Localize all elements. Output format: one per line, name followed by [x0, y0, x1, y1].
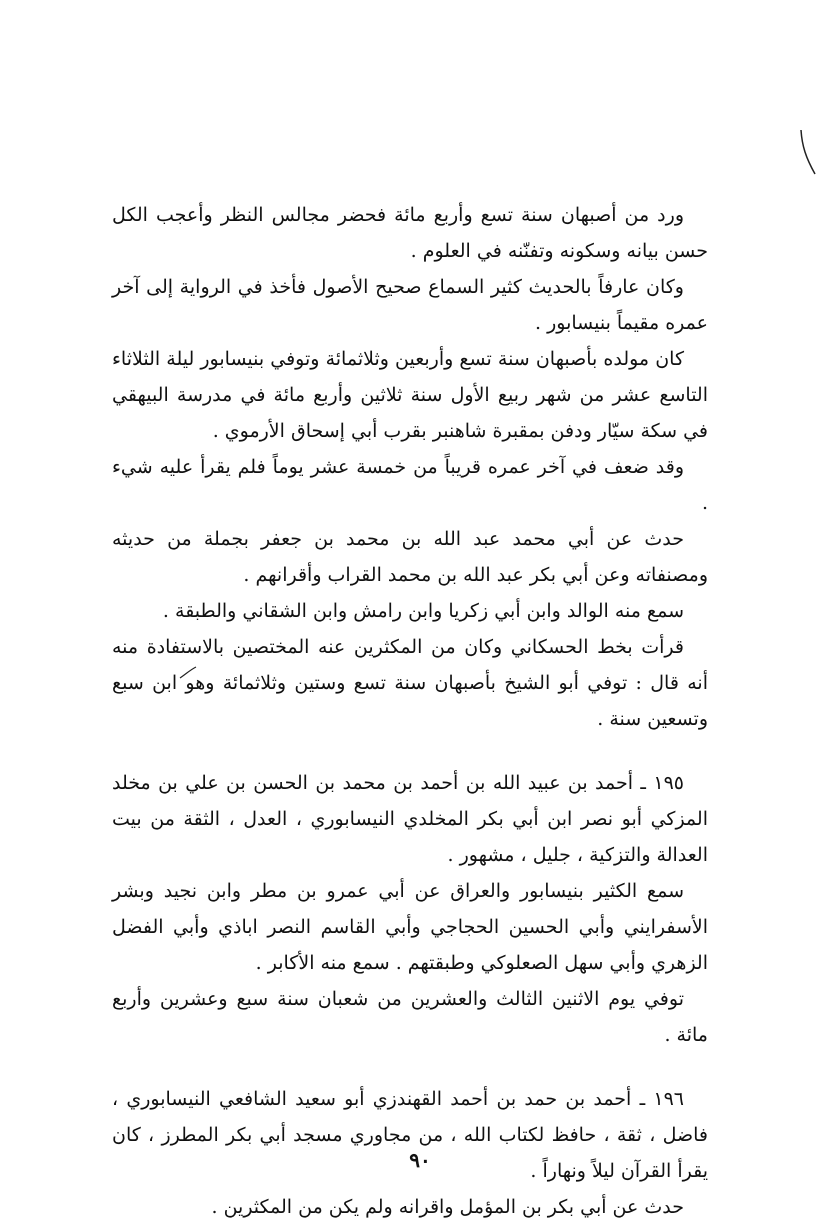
paragraph-arrival: ورد من أصبهان سنة تسع وأربع مائة فحضر مجالس النظر وأعجب الكل حسن بيانه وسكونه وتفنّنه في العلوم .: [112, 204, 708, 262]
entry-196-narration: حدث عن أبي بكر بن المؤمل واقرانه ولم يكن من المكثرين .: [211, 1196, 684, 1218]
entry-196-heading: ١٩٦ ـ أحمد بن حمد بن أحمد القهندزي أبو سعيد الشافعي النيسابوري ، فاضل ، ثقة ، حافظ لكتاب الله ، من مجاوري مسجد أبي بكر المطرز ، كان يقرأ القرآن ليلاً ونهاراً .: [112, 1088, 708, 1182]
body-text: [112, 197, 708, 1225]
paragraph-heard-from-him: سمع منه الوالد وابن أبي زكريا وابن رامش وابن الشقاني والطبقة .: [162, 600, 684, 622]
ink-stroke-mark: [178, 664, 198, 680]
paragraph-weakness: وقد ضعف في آخر عمره قريباً من خمسة عشر يوماً فلم يقرأ عليه شيء .: [112, 456, 708, 514]
paragraph-haskani-quote: قرأت بخط الحسكاني وكان من المكثرين عنه المختصين بالاستفادة منه أنه قال : توفي أبو الشيخ بأصبهان سنة تسع وستين وثلاثمائة وهو ابن سبع وتسعين سنة .: [112, 636, 708, 730]
page-number: ٩٠: [409, 1148, 431, 1172]
paragraph-narrated-from: حدث عن أبي محمد عبد الله بن محمد بن جعفر بجملة من حديثه ومصنفاته وعن أبي بكر عبد الله بن محمد القراب وأقرانهم .: [112, 528, 708, 586]
scan-edge-mark: [798, 128, 818, 178]
entry-separator: [112, 1053, 708, 1081]
paragraph-birth-death: كان مولده بأصبهان سنة تسع وأربعين وثلاثمائة وتوفي بنيسابور ليلة الثلاثاء التاسع عشر من شهر ربيع الأول سنة ثلاثين وأربع مائة في مدرسة البيهقي في سكة سيّار ودفن بمقبرة شاهنبر بقرب أبي إسحاق الأرموي .: [112, 348, 708, 442]
entry-195-heading: ١٩٥ ـ أحمد بن عبيد الله بن أحمد بن محمد بن الحسن بن علي بن مخلد المزكي أبو نصر ابن أبي بكر المخلدي النيسابوري ، العدل ، الثقة من بيت العدالة والتزكية ، جليل ، مشهور .: [112, 772, 708, 866]
entry-195-teachers: سمع الكثير بنيسابور والعراق عن أبي عمرو بن مطر وابن نجيد وبشر الأسفرايني وأبي الحسين الحجاجي وأبي القاسم النصر اباذي وأبي الفضل الزهري وأبي سهل الصعلوكي وطبقتهم . سمع منه الأكابر .: [112, 880, 708, 974]
entry-195-death: توفي يوم الاثنين الثالث والعشرين من شعبان سنة سبع وعشرين وأربع مائة .: [112, 988, 708, 1046]
paragraph-hadith-knowledge: وكان عارفاً بالحديث كثير السماع صحيح الأصول فأخذ في الرواية إلى آخر عمره مقيماً بنيسابور .: [112, 276, 708, 334]
entry-separator: [112, 737, 708, 765]
